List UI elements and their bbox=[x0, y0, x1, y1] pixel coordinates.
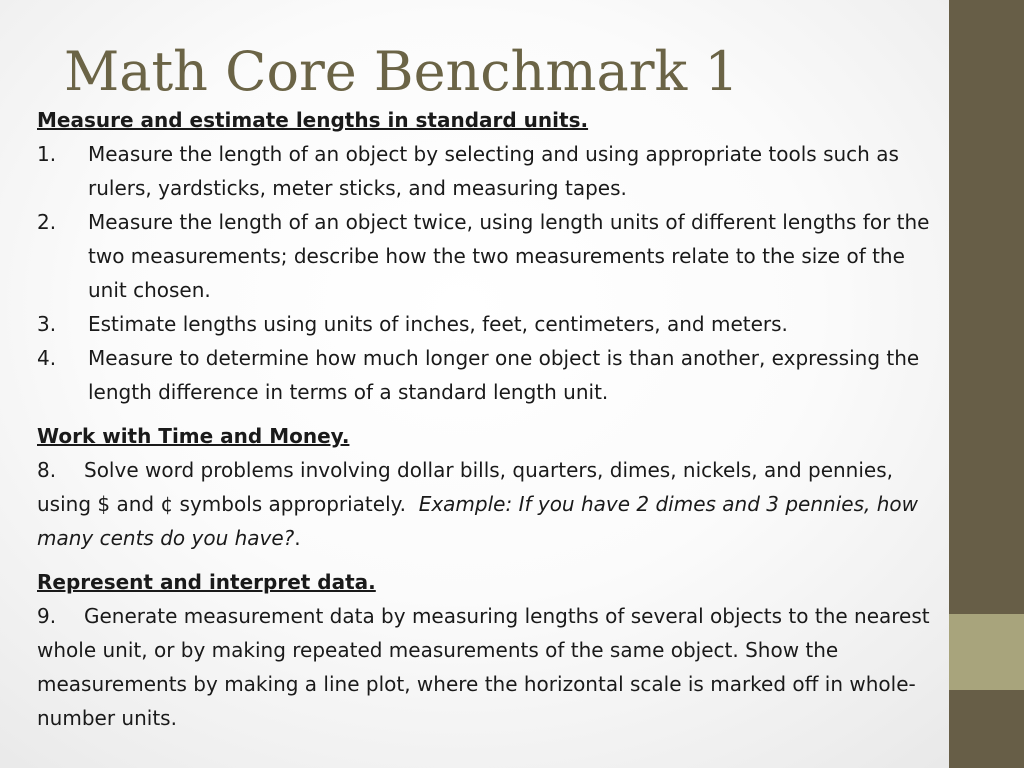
list-item-number: 3. bbox=[37, 312, 57, 336]
paragraph-trailing: . bbox=[294, 526, 301, 550]
paragraph-number: 8. bbox=[37, 458, 57, 482]
list-item-text: Measure to determine how much longer one object is than another, expressing the length difference in terms of a standard length unit. bbox=[88, 346, 920, 404]
example-text: Example: If you have 2 dimes and 3 pennies, how many cents do you have? bbox=[37, 492, 918, 550]
paragraph-text: Solve word problems involving dollar bills, quarters, dimes, nickels, and pennies, using $ and ¢ symbols appropriately. bbox=[37, 458, 893, 516]
paragraph-item-9 bbox=[37, 599, 937, 735]
section-heading-data: Represent and interpret data. bbox=[37, 570, 376, 594]
list-item-text: Measure the length of an object by selecting and using appropriate tools such as rulers, yardsticks, meter sticks, and measuring tapes. bbox=[88, 142, 899, 200]
list-item-text: Measure the length of an object twice, using length units of different lengths for the two measurements; describe how the two measurements relate to the size of the unit chosen. bbox=[88, 210, 930, 302]
list-item bbox=[37, 205, 937, 307]
list-item-number: 4. bbox=[37, 346, 57, 370]
paragraph-text: Generate measurement data by measuring lengths of several objects to the nearest whole unit, or by making repeated measurements of the same object. Show the measurements by making a line plot, where the horizontal scale is marked off in whole-number units. bbox=[37, 604, 930, 730]
sidebar-accent-block bbox=[949, 614, 1024, 690]
list-item-text: Estimate lengths using units of inches, feet, centimeters, and meters. bbox=[88, 312, 788, 336]
list-item bbox=[37, 137, 937, 205]
section-heading-time-money: Work with Time and Money. bbox=[37, 424, 350, 448]
paragraph-item-8 bbox=[37, 453, 937, 555]
measure-list bbox=[37, 137, 937, 409]
list-item-number: 2. bbox=[37, 210, 57, 234]
slide-title: Math Core Benchmark 1 bbox=[64, 40, 739, 103]
section-heading-measure: Measure and estimate lengths in standard units. bbox=[37, 108, 589, 132]
list-item bbox=[37, 341, 937, 409]
paragraph-number: 9. bbox=[37, 604, 57, 628]
slide-content bbox=[37, 103, 937, 735]
list-item bbox=[37, 307, 937, 341]
list-item-number: 1. bbox=[37, 142, 57, 166]
